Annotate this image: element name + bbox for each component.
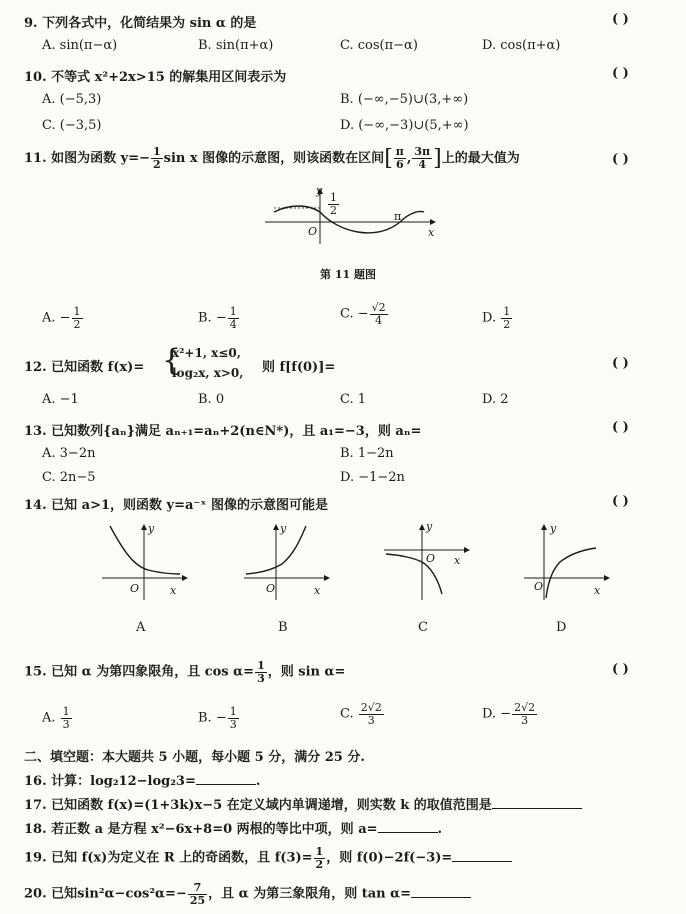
q13-option-c: C. 2n−5 [42, 470, 96, 485]
q12-brace: { [162, 343, 182, 378]
q9-stem: 9. 下列各式中，化简结果为 sin α 的是 [24, 16, 257, 31]
q11-option-c: C. − $\frac{√2}{4}$ [340, 301, 386, 327]
q10-answer-paren[interactable]: ( ) [612, 66, 629, 81]
q13-stem: 13. 已知数列{aₙ}满足 aₙ₊₁=aₙ+2(n∈N*)，且 a₁=−3，则 aₙ= [24, 424, 422, 439]
q11-answer-paren[interactable]: ( ) [612, 152, 629, 167]
q12-answer-paren[interactable]: ( ) [612, 356, 629, 371]
q13-answer-paren[interactable]: ( ) [612, 420, 629, 435]
q10-option-a: A. (−5,3) [42, 92, 102, 107]
q19-stem: 19. 已知 f(x)为定义在 R 上的奇函数，且 f(3)= $\frac{1}{2}$ ，则 f(0)−2f(−3)= [24, 846, 512, 870]
q14-label-d: D [556, 620, 567, 635]
q14-a-x: x [170, 584, 177, 597]
q15-stem: 15. 已知 α 为第四象限角，且 cos α= $\frac{1}{3}$ ，则 sin α= [24, 659, 346, 685]
q11-origin-label: O [308, 225, 318, 238]
q11-pi-label: π [394, 210, 402, 223]
q15-answer-paren[interactable]: ( ) [612, 662, 629, 677]
q14-label-b: B [278, 620, 288, 635]
q12-case-1: x²+1, x≤0, [172, 346, 241, 360]
q14-b-o: O [266, 582, 276, 595]
q11-option-a: A. − $\frac{1}{2}$ [42, 305, 81, 331]
q11-option-b: B. − $\frac{1}{4}$ [198, 305, 237, 331]
q14-label-a: A [136, 620, 146, 635]
q15-option-c: C. $\frac{2√2}{3}$ [340, 701, 382, 727]
q9-option-b: B. sin(π+α) [198, 38, 274, 53]
q12-stem-pre: 12. 已知函数 f(x)= [24, 360, 145, 375]
q12-option-c: C. 1 [340, 392, 367, 407]
q12-option-b: B. 0 [198, 392, 225, 407]
q20-stem: 20. 已知sin²α−cos²α=− $\frac{7}{25}$ ，且 α 为第三象限角，则 tan α= [24, 882, 471, 906]
q14-stem: 14. 已知 a>1，则函数 y=a⁻ˣ 图像的示意图可能是 [24, 498, 328, 513]
q16-stem: 16. 计算：log₂12−log₂3= . [24, 774, 261, 789]
q14-a-o: O [130, 582, 140, 595]
q14-d-y: y [550, 522, 557, 535]
q14-c-y: y [426, 520, 433, 533]
q11-caption: 第 11 题图 [320, 268, 376, 281]
q11-half-label: $\frac{1}{2}$ [330, 191, 337, 217]
q17-stem: 17. 已知函数 f(x)=(1+3k)x−5 在定义域内单调递增，则实数 k 的取值范围是 [24, 794, 582, 813]
q15-option-b: B. − $\frac{1}{3}$ [198, 705, 237, 731]
q12-case-2: log₂x, x>0, [172, 366, 244, 380]
q9-option-c: C. cos(π−α) [340, 38, 418, 53]
q14-c-o: O [426, 552, 436, 565]
q14-d-x: x [594, 584, 601, 597]
q11-x-label: x [428, 226, 435, 239]
q13-option-a: A. 3−2n [42, 446, 96, 461]
q10-option-b: B. (−∞,−5)∪(3,+∞) [340, 92, 469, 107]
q9-answer-paren[interactable]: ( ) [612, 12, 629, 27]
q11-y-label: y [316, 184, 323, 197]
q14-answer-paren[interactable]: ( ) [612, 494, 629, 509]
q10-stem: 10. 不等式 x²+2x>15 的解集用区间表示为 [24, 70, 287, 85]
q18-stem: 18. 若正数 a 是方程 x²−6x+8=0 两根的等比中项，则 a= . [24, 822, 443, 837]
q11-stem: 11. 如图为函数 y=− $\frac{1}{2}$ sin x 图像的示意图，则该函数在区间[ $\frac{\pi}{6}$ , $\frac{3\pi}{4}$ ]上的最大值为 [24, 145, 520, 171]
section-fill-in-heading: 二、填空题：本大题共 5 小题，每小题 5 分，满分 25 分. [24, 750, 365, 765]
q11-option-d: D. $\frac{1}{2}$ [482, 305, 511, 331]
q13-option-b: B. 1−2n [340, 446, 394, 461]
q15-option-a: A. $\frac{1}{3}$ [42, 705, 70, 731]
q15-option-d: D. − $\frac{2√2}{3}$ [482, 701, 536, 727]
q14-b-y: y [280, 522, 287, 535]
q13-option-d: D. −1−2n [340, 470, 405, 485]
q9-option-d: D. cos(π+α) [482, 38, 561, 53]
q12-option-a: A. −1 [42, 392, 79, 407]
q14-c-x: x [454, 554, 461, 567]
q9-option-a: A. sin(π−α) [42, 38, 118, 53]
q10-option-c: C. (−3,5) [42, 118, 102, 133]
q12-option-d: D. 2 [482, 392, 509, 407]
q10-option-d: D. (−∞,−3)∪(5,+∞) [340, 118, 469, 133]
q11-sine-graph [260, 186, 440, 246]
q14-label-c: C [418, 620, 428, 635]
q14-b-x: x [314, 584, 321, 597]
q14-a-y: y [148, 522, 155, 535]
q12-stem-post: 则 f[f(0)]= [262, 360, 336, 375]
q14-d-o: O [534, 580, 544, 593]
